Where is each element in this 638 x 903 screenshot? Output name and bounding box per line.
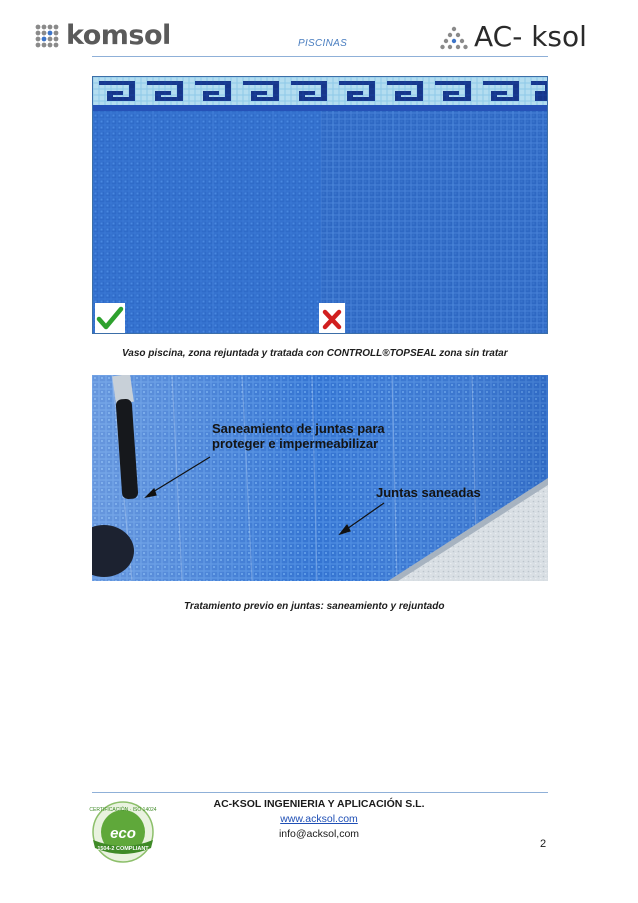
footer-company-name: AC-KSOL INGENIERIA Y APLICACIÓN S.L. — [213, 798, 425, 810]
check-icon — [95, 303, 125, 333]
seal-bottom-text: 1504-2 COMPLIANT — [97, 846, 149, 852]
footer-email[interactable]: info@acksol,com — [278, 828, 360, 840]
page-header-title: PISCINAS — [298, 38, 348, 49]
figure-2-caption: Tratamiento previo en juntas: saneamiento y rejuntado — [184, 601, 445, 612]
seal-eco-text: eco — [110, 825, 136, 842]
annotation-line-1: Saneamiento de juntas para — [212, 421, 385, 436]
footer-website-link[interactable]: www.acksol.com — [280, 813, 358, 825]
seal-top-text: CERTIFICACIÓN · ISO 14024 — [89, 807, 157, 813]
figure-1-caption: Vaso piscina, zona rejuntada y tratada con CONTROLL®TOPSEAL zona sin tratar — [122, 348, 508, 359]
annotation-joint-sanitation — [212, 421, 385, 451]
komsol-logo — [34, 20, 184, 52]
annotation-line-2: proteger e impermeabilizar — [212, 436, 379, 451]
ac-ksol-triangle-icon — [440, 26, 468, 52]
komsol-wordmark: komsol — [66, 20, 171, 51]
joint-treatment-photo — [92, 375, 548, 581]
ac-ksol-wordmark: AC- ksol — [474, 20, 587, 53]
header-divider — [92, 56, 548, 57]
footer-divider — [92, 792, 548, 793]
pool-wall-photo — [92, 76, 548, 334]
cross-icon — [319, 303, 345, 333]
komsol-dots-icon — [34, 23, 64, 49]
ac-ksol-logo — [440, 22, 610, 56]
annotation-sanitized-joints: Juntas saneadas — [376, 485, 481, 500]
page-number: 2 — [540, 838, 547, 850]
